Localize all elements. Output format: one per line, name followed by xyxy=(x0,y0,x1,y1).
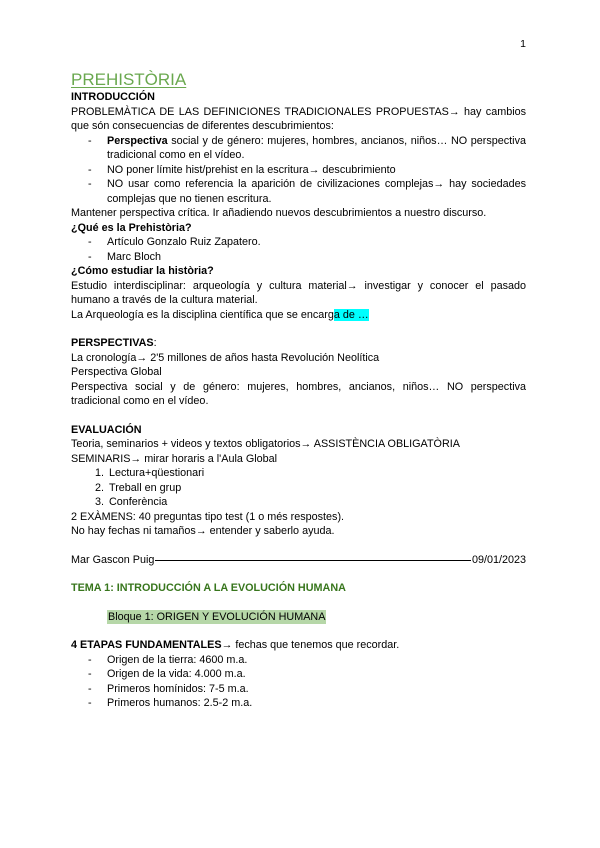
list-item: - Primeros humanos: 2.5-2 m.a. xyxy=(107,696,526,711)
evaluacion-line: SEMINARIS→ mirar horaris a l'Aula Global xyxy=(71,452,278,465)
signature-date: 09/01/2023 xyxy=(471,553,526,566)
perspectivas-line: Perspectiva social y de género: mujeres, hombres, ancianos, niños… NO perspectiva tradicional como en el vídeo. xyxy=(71,380,526,407)
list-item: - Primeros homínidos: 7-5 m.a. xyxy=(107,682,526,697)
perspectivas-heading-line xyxy=(71,336,526,351)
bloque-heading-line xyxy=(107,610,526,625)
page-number: 1 xyxy=(520,38,526,50)
list-item: 3. Conferència xyxy=(107,495,526,510)
list-item xyxy=(107,163,526,178)
list-item-text: social y de género: mujeres, hombres, ancianos, niños… NO perspectiva tradicional como en el vídeo. xyxy=(107,134,526,161)
list-item-text: NO poner límite hist/prehist en la escritura→ descubrimiento xyxy=(107,163,396,176)
evaluacion-list xyxy=(71,466,526,510)
que-es-list xyxy=(71,235,526,264)
evaluacion-line: Teoria, seminarios + videos y textos obligatorios→ ASSISTÈNCIA OBLIGATÒRIA xyxy=(71,438,460,450)
list-item-text: NO usar como referencia la aparición de civilizaciones complejas→ hay sociedades complejas que no tienen escritura. xyxy=(107,178,526,205)
perspectivas-line: Perspectiva Global xyxy=(71,366,162,378)
document-title: PREHISTÒRIA xyxy=(71,70,187,89)
list-item: - Origen de la vida: 4.000 m.a. xyxy=(107,667,526,682)
evaluacion-heading: EVALUACIÓN xyxy=(71,423,142,436)
etapas-heading-line xyxy=(71,638,526,653)
intro-critical: Mantener perspectiva crítica. Ir añadiendo nuevos descubrimientos a nuestro discurso. xyxy=(71,207,487,219)
tema-heading: TEMA 1: INTRODUCCIÓN A LA EVOLUCIÓN HUMANA xyxy=(71,582,346,594)
etapas-heading: 4 ETAPAS FUNDAMENTALES xyxy=(71,639,222,651)
signature-rule xyxy=(155,560,471,561)
arqueologia-line xyxy=(71,308,526,323)
list-item: - Origen de la tierra: 4600 m.a. xyxy=(107,653,526,668)
list-item-bold: Perspectiva xyxy=(107,134,168,147)
arqueologia-highlight: a de … xyxy=(333,308,369,321)
signature-line xyxy=(71,553,526,568)
etapas-suffix: → fechas que tenemos que recordar. xyxy=(221,639,400,651)
bloque-heading: Bloque 1: ORIGEN Y EVOLUCIÓN HUMANA xyxy=(108,610,326,623)
list-item: - Artículo Gonzalo Ruiz Zapatero. xyxy=(107,235,526,250)
list-item: 1. Lectura+qüestionari xyxy=(107,466,526,481)
evaluacion-exams: 2 EXÀMENS: 40 preguntas tipo test (1 o més respostes). xyxy=(71,510,345,523)
etapas-list xyxy=(71,653,526,711)
intro-list xyxy=(71,134,526,207)
como-heading: ¿Cómo estudiar la història? xyxy=(71,265,214,277)
signature-name: Mar Gascon Puig xyxy=(71,553,155,566)
intro-heading: INTRODUCCIÓN xyxy=(71,91,155,103)
evaluacion-dates: No hay fechas ni tamaños→ entender y saberlo ayuda. xyxy=(71,525,335,537)
list-item xyxy=(107,177,526,206)
list-item xyxy=(107,134,526,163)
arqueologia-text: La Arqueología es la disciplina científica que se encarg xyxy=(71,308,334,321)
perspectivas-line: La cronología→ 2'5 millones de años hasta Revolución Neolítica xyxy=(71,351,380,364)
list-item: - Marc Bloch xyxy=(107,250,526,265)
list-item: 2. Treball en grup xyxy=(107,481,526,496)
como-text: Estudio interdisciplinar: arqueología y cultura material→ investigar y conocer el pasado humano a través de la cultura material. xyxy=(71,279,526,306)
document-body xyxy=(71,70,526,711)
perspectivas-colon: : xyxy=(153,337,157,349)
intro-problem: PROBLEMÀTICA DE LAS DEFINICIONES TRADICIONALES PROPUESTAS→ hay cambios que són consecuencias de diferentes descubrimientos: xyxy=(71,105,526,132)
perspectivas-heading: PERSPECTIVAS xyxy=(71,337,154,349)
que-es-heading: ¿Qué es la Prehistòria? xyxy=(71,221,192,234)
